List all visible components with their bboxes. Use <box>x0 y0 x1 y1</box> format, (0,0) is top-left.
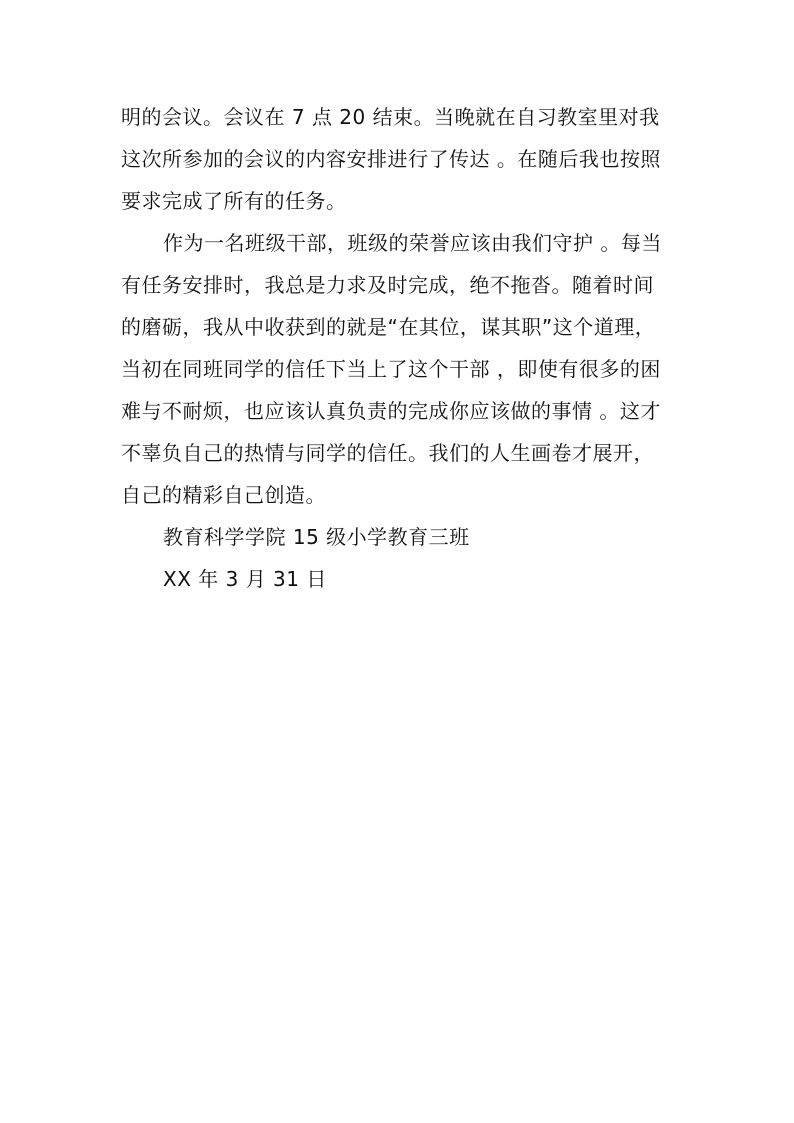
paragraph-1-line-3: 要求完成了所有的任务。 <box>121 189 347 213</box>
paragraph-2-line-7: 自己的精彩自己创造。 <box>121 483 326 507</box>
paragraph-2-line-5: 难与不耐烦，也应该认真负责的完成你应该做的事情 。这才 <box>121 399 661 423</box>
paragraph-2-line-1: 作为一名班级干部，班级的荣誉应该由我们守护 。每当 <box>163 231 662 255</box>
paragraph-2-line-6: 不辜负自己的热情与同学的信任。我们的人生画卷才展开， <box>121 441 654 465</box>
date-line: XX 年 3 月 31 日 <box>163 567 327 591</box>
paragraph-1-line-1: 明的会议。会议在 7 点 20 结束。当晚就在自习教室里对我 <box>121 105 660 129</box>
paragraph-2-line-3: 的磨砺，我从中收获到的就是“在其位，谋其职”这个道理， <box>121 315 656 339</box>
paragraph-2-line-2: 有任务安排时，我总是力求及时完成，绝不拖沓。随着时间 <box>121 273 654 297</box>
signature-line: 教育科学学院 15 级小学教育三班 <box>163 525 470 549</box>
paragraph-2-line-4: 当初在同班同学的信任下当上了这个干部 ，即使有很多的困 <box>121 357 661 381</box>
paragraph-1-line-2: 这次所参加的会议的内容安排进行了传达 。在随后我也按照 <box>121 147 661 171</box>
